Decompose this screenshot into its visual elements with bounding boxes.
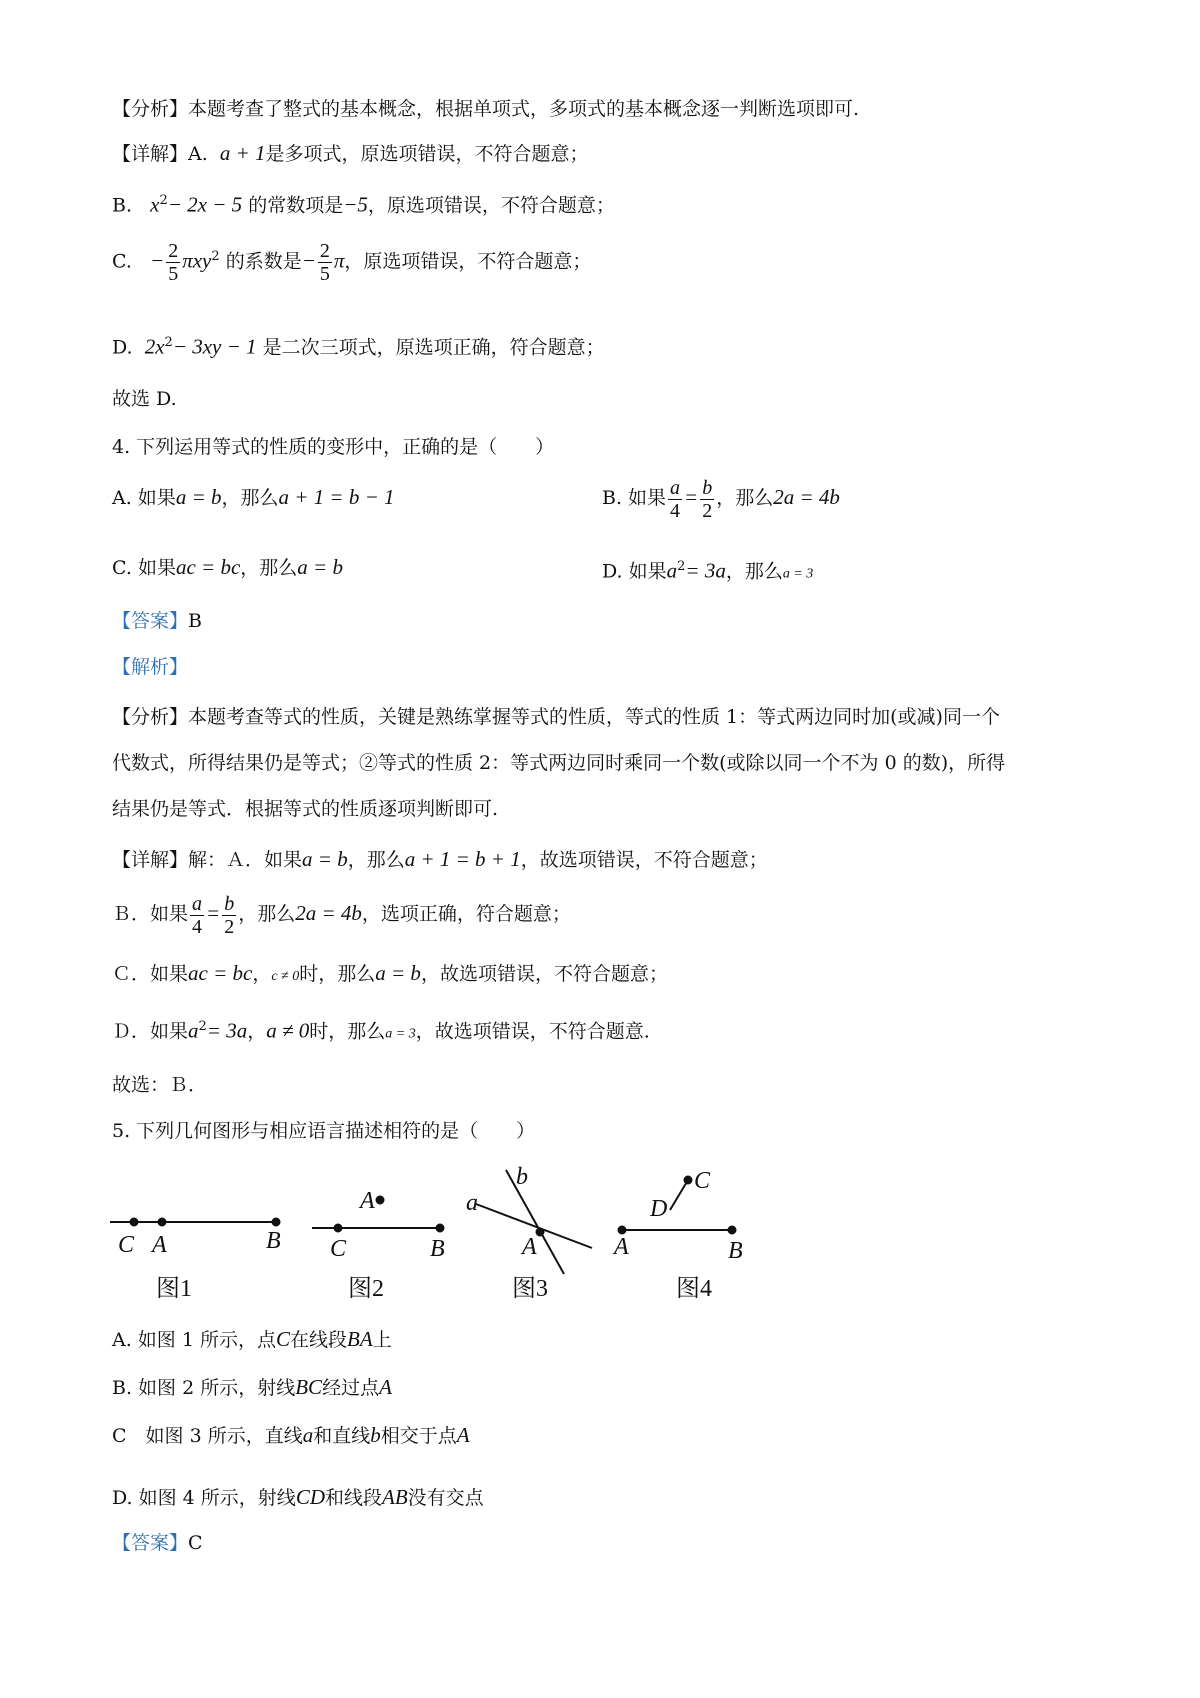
detail-4-c — [112, 960, 668, 990]
fraction — [166, 240, 180, 285]
math-expr: = 3a — [206, 1018, 248, 1043]
detail-text: 是二次三项式，原选项正确，符合题意； — [262, 336, 605, 359]
math-expr: ac = bc — [175, 555, 241, 579]
point-label: A — [360, 1188, 375, 1214]
point-label: A — [614, 1234, 629, 1260]
option-text: ，那么 — [725, 560, 783, 583]
numerator: 2 — [168, 239, 179, 262]
numerator: 2 — [319, 239, 330, 262]
option-label: D. 如果 — [602, 560, 667, 583]
option-text: B. 如图 2 所示，射线 — [112, 1377, 296, 1399]
figure-caption: 图4 — [676, 1276, 712, 1302]
denominator: 4 — [192, 915, 203, 938]
option-text: 上 — [372, 1329, 392, 1351]
fraction — [222, 893, 236, 938]
math-expr: ac = bc — [188, 961, 253, 985]
denominator: 4 — [670, 499, 681, 522]
option-text: ，那么 — [240, 557, 298, 579]
detail-text: 时，那么 — [299, 963, 376, 985]
option-text: 相交于点 — [380, 1425, 457, 1447]
option-label: B. 如果 — [602, 487, 667, 509]
math-expr: π — [333, 248, 345, 273]
option-label: Ｄ．如果 — [112, 1020, 189, 1043]
math-expr: A — [379, 1375, 392, 1399]
option-text: ，那么 — [221, 487, 279, 509]
numerator: a — [192, 892, 203, 915]
answer-tag: 【答案】 — [112, 1532, 189, 1554]
option-label: C. — [112, 250, 132, 273]
point-a — [619, 1227, 626, 1234]
detail-tag: 【详解】 — [112, 143, 189, 165]
point-label: C — [118, 1232, 135, 1258]
analysis-tag: 【分析】 — [112, 98, 189, 120]
option-text: 在线段 — [289, 1329, 347, 1351]
detail-text: ，原选项错误，不符合题意； — [344, 250, 592, 273]
detail-4-d — [112, 1014, 650, 1047]
math-expr: a = b — [302, 847, 348, 871]
math-expr: a = b — [297, 555, 343, 579]
line-label: b — [516, 1164, 528, 1190]
ray-cd — [670, 1180, 688, 1210]
detail-text: ，那么 — [347, 849, 405, 871]
detail-text: ，故选项错误，不符合题意； — [520, 849, 768, 871]
figure-caption: 图3 — [512, 1276, 548, 1302]
point-a — [537, 1229, 544, 1236]
math-expr: c ≠ 0 — [271, 969, 300, 984]
point-label: B — [266, 1228, 281, 1254]
math-expr: AB — [382, 1485, 408, 1509]
math-expr: − 3xy − 1 — [172, 334, 257, 359]
point-label: A — [152, 1232, 167, 1258]
answer-value: C — [188, 1532, 203, 1554]
analysis-line — [112, 96, 859, 122]
detail-text: 的常数项是 — [248, 194, 344, 217]
math-expr: CD — [295, 1485, 325, 1509]
denominator: 2 — [702, 499, 713, 522]
point-c — [131, 1219, 138, 1226]
figure-2 — [312, 1188, 445, 1302]
point-b — [273, 1219, 280, 1226]
detail-text: ，故选项错误，不符合题意. — [415, 1020, 650, 1043]
math-expr: C — [275, 1327, 290, 1351]
numerator: b — [702, 476, 713, 499]
math-expr: 2a = 4b — [773, 485, 840, 509]
figure-4 — [612, 1168, 743, 1302]
answer-value: B — [188, 610, 202, 632]
point-label: C — [694, 1168, 711, 1194]
question-4-stem: 4. 下列运用等式的性质的变形中，正确的是（ ） — [112, 436, 555, 458]
analysis-text: 本题考查等式的性质，关键是熟练掌握等式的性质，等式的性质 1：等式两边同时加(或减)同一个 — [188, 706, 1000, 728]
math-expr: BC — [295, 1375, 323, 1399]
detail-line-d — [112, 330, 605, 360]
geometry-figures — [104, 1160, 864, 1310]
q4-option-b — [602, 472, 840, 523]
superscript: 2 — [159, 193, 168, 208]
figure-caption: 图2 — [348, 1276, 384, 1302]
option-text: 和线段 — [325, 1487, 383, 1509]
math-expr: πxy — [182, 248, 212, 273]
math-expr: a = b — [175, 485, 222, 509]
option-text: 没有交点 — [407, 1487, 484, 1509]
q5-option-c — [112, 1422, 470, 1449]
math-expr: a + 1 — [219, 141, 266, 165]
answer-4 — [112, 608, 202, 634]
detail-line-a — [112, 140, 589, 167]
denominator: 5 — [168, 262, 179, 285]
point-label: B — [728, 1238, 743, 1264]
point-c — [335, 1225, 342, 1232]
option-text: ，那么 — [716, 487, 774, 509]
option-label: B. — [112, 194, 133, 217]
analysis-tag: 【分析】 — [112, 706, 189, 728]
denominator: 5 — [319, 262, 330, 285]
choice-4-line: 故选：Ｂ． — [112, 1074, 208, 1096]
math-expr: a = 3 — [782, 566, 814, 582]
choice-line: 故选 D. — [112, 388, 177, 410]
math-expr: a + 1 = b + 1 — [404, 847, 521, 871]
detail-text: ， — [247, 1020, 267, 1043]
numerator: a — [670, 476, 681, 499]
fraction — [700, 477, 714, 522]
numerator: b — [224, 892, 235, 915]
option-label: D. — [112, 336, 133, 359]
math-expr: a + 1 = b − 1 — [278, 485, 395, 509]
math-expr: − 2x − 5 — [167, 192, 243, 217]
superscript: 2 — [211, 249, 220, 264]
point-label: A — [522, 1234, 537, 1260]
fraction — [190, 893, 204, 938]
detail-text: ，那么 — [238, 903, 296, 925]
math-expr: a = b — [375, 961, 421, 985]
point-a — [159, 1219, 166, 1226]
q5-option-a — [112, 1326, 392, 1353]
detail-4-a — [112, 846, 768, 873]
point-c — [685, 1177, 692, 1184]
answer-tag: 【答案】 — [112, 610, 189, 632]
point-a — [377, 1197, 384, 1204]
detail-text: 的系数是 — [225, 250, 302, 273]
option-text: C 如图 3 所示，直线 — [112, 1425, 303, 1447]
q4-option-a — [112, 472, 395, 523]
figure-caption: 图1 — [156, 1276, 192, 1302]
math-expr: = — [206, 901, 221, 925]
math-expr: = 3a — [685, 558, 726, 583]
option-text: 经过点 — [322, 1377, 380, 1399]
math-expr: x — [150, 192, 160, 217]
q4-option-c — [112, 554, 343, 581]
superscript: 2 — [198, 1019, 207, 1034]
detail-line-b — [112, 188, 615, 218]
question-5-stem: 5. 下列几何图形与相应语言描述相符的是（ ） — [112, 1120, 536, 1142]
detail-text: ，选项正确，符合题意； — [361, 903, 571, 925]
explanation-4-heading — [112, 654, 188, 680]
detail-tag: 【详解】 — [112, 849, 189, 871]
analysis-4-line-1 — [112, 704, 1000, 730]
detail-text: ，故选项错误，不符合题意； — [420, 963, 668, 985]
detail-text: 解：Ａ．如果 — [188, 849, 303, 871]
superscript: 2 — [677, 559, 686, 574]
analysis-4-line-2: 代数式，所得结果仍是等式；②等式的性质 2：等式两边同时乘同一个数(或除以同一个不为 0 的数)，所得 — [112, 752, 1006, 774]
line-label: a — [466, 1190, 478, 1216]
option-text: D. 如图 4 所示，射线 — [112, 1487, 296, 1509]
explanation-tag: 【解析】 — [112, 656, 189, 678]
math-expr: 2x — [144, 334, 165, 359]
option-label: C. 如果 — [112, 557, 176, 579]
detail-4-b — [112, 888, 571, 939]
fraction — [668, 477, 682, 522]
point-label: C — [330, 1236, 347, 1262]
denominator: 2 — [224, 915, 235, 938]
math-expr: BA — [347, 1327, 373, 1351]
point-label: B — [430, 1236, 445, 1262]
math-expr: a — [188, 1018, 199, 1043]
option-text: 和直线 — [313, 1425, 371, 1447]
option-label: A. — [188, 143, 208, 165]
option-label: Ｃ．如果 — [112, 963, 189, 985]
math-expr: a — [666, 558, 678, 583]
analysis-text: 本题考查了整式的基本概念，根据单项式，多项式的基本概念逐一判断选项即可. — [188, 98, 860, 120]
option-label: A. 如果 — [112, 487, 176, 509]
figure-3 — [466, 1164, 592, 1302]
math-expr: 2a = 4b — [295, 901, 362, 925]
point-label: D — [650, 1196, 668, 1222]
point-b — [729, 1227, 736, 1234]
detail-line-c — [112, 232, 591, 286]
superscript: 2 — [164, 335, 173, 350]
q4-option-d — [602, 554, 813, 587]
q5-option-b — [112, 1374, 392, 1401]
detail-text: 是多项式，原选项错误，不符合题意； — [265, 143, 589, 165]
fraction — [318, 240, 332, 285]
math-expr: A — [456, 1423, 470, 1447]
math-expr: a — [302, 1423, 314, 1447]
math-expr: − — [150, 248, 165, 273]
math-expr: = — [684, 485, 699, 509]
answer-5 — [112, 1530, 203, 1556]
option-text: A. 如图 1 所示，点 — [112, 1329, 276, 1351]
option-label: Ｂ．如果 — [112, 903, 189, 925]
analysis-4-line-3: 结果仍是等式．根据等式的性质逐项判断即可. — [112, 798, 499, 820]
math-expr: −5 — [343, 192, 368, 217]
math-expr: a = 3 — [385, 1026, 416, 1042]
q5-option-d — [112, 1484, 484, 1511]
math-expr: a ≠ 0 — [266, 1018, 310, 1043]
figure-1 — [110, 1219, 281, 1303]
detail-text: ，原选项错误，不符合题意； — [367, 194, 615, 217]
detail-text: ， — [252, 963, 272, 985]
math-expr: − — [301, 248, 316, 273]
point-b — [437, 1225, 444, 1232]
detail-text: 时，那么 — [309, 1020, 386, 1043]
math-expr: b — [370, 1423, 381, 1447]
